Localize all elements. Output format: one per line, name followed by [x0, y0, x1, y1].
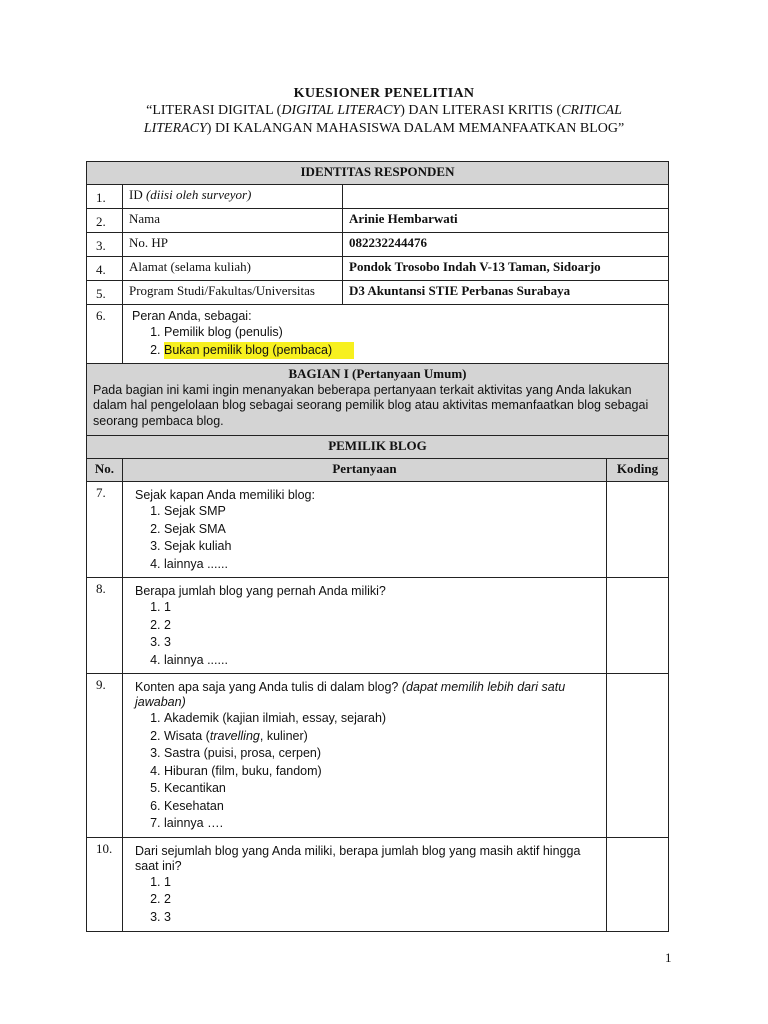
question-options: [129, 599, 600, 669]
peran-cell: [123, 305, 669, 364]
option[interactable]: 4. lainnya ......: [164, 556, 600, 574]
row-number: 5.: [87, 281, 123, 305]
pemilik-header-row: [87, 436, 669, 459]
bagian-row: [87, 364, 669, 436]
question-text: Sejak kapan Anda memiliki blog:: [135, 488, 315, 502]
option[interactable]: 2. 2: [164, 891, 600, 909]
coding-cell[interactable]: [607, 837, 669, 931]
research-title-line-2: LITERACY) DI KALANGAN MAHASISWA DALAM MEMANFAATKAN BLOG”: [143, 121, 625, 136]
question-number: 7.: [87, 482, 123, 578]
peran-options: [129, 324, 662, 359]
identitas-row: [87, 185, 669, 209]
option[interactable]: 2. 2: [164, 617, 600, 635]
identitas-heading: IDENTITAS RESPONDEN: [87, 162, 669, 185]
coding-cell[interactable]: [607, 674, 669, 838]
option[interactable]: 5. Kecantikan: [164, 780, 600, 798]
col-question-header: Pertanyaan: [123, 459, 607, 482]
option[interactable]: 2. Wisata (travelling, kuliner): [164, 728, 600, 746]
row-number: 1.: [87, 185, 123, 209]
coding-cell[interactable]: [607, 482, 669, 578]
peran-row: [87, 305, 669, 364]
col-code-header: Koding: [607, 459, 669, 482]
row-number: 2.: [87, 209, 123, 233]
question-row: [87, 578, 669, 674]
questionnaire-title: KUESIONER PENELITIAN: [293, 86, 475, 101]
question-row: [87, 674, 669, 838]
name-value-field[interactable]: Arinie Hembarwati: [343, 209, 669, 233]
question-options: [129, 503, 600, 573]
page-number: 1: [665, 950, 672, 965]
identitas-row: [87, 209, 669, 233]
row-number: 4.: [87, 257, 123, 281]
row-label: Nama: [123, 209, 343, 233]
option[interactable]: 6. Kesehatan: [164, 798, 600, 816]
option[interactable]: 3. Sastra (puisi, prosa, cerpen): [164, 745, 600, 763]
question-row: [87, 482, 669, 578]
question-number: 10.: [87, 837, 123, 931]
bagian-title: BAGIAN I (Pertanyaan Umum): [288, 366, 467, 381]
row-label: No. HP: [123, 233, 343, 257]
question-text: Dari sejumlah blog yang Anda miliki, berapa jumlah blog yang masih aktif hingga saat ini?: [135, 843, 581, 873]
question-text: Konten apa saja yang Anda tulis di dalam blog? (dapat memilih lebih dari satu jawaban): [135, 680, 566, 709]
question-cell: [123, 578, 607, 674]
question-text: Berapa jumlah blog yang pernah Anda miliki?: [135, 584, 386, 598]
coding-cell[interactable]: [607, 578, 669, 674]
row-number: 3.: [87, 233, 123, 257]
option[interactable]: 1. Akademik (kajian ilmiah, essay, sejarah): [164, 710, 600, 728]
identitas-row: [87, 233, 669, 257]
option[interactable]: 1. 1: [164, 874, 600, 892]
option[interactable]: 7. lainnya ….: [164, 815, 600, 833]
question-options: [129, 874, 600, 927]
identitas-header-row: [87, 162, 669, 185]
question-cell: [123, 674, 607, 838]
id-note: (diisi oleh surveyor): [145, 187, 252, 202]
peran-option-reader-selected[interactable]: 2. Bukan pemilik blog (pembaca): [164, 342, 354, 360]
column-header-row: [87, 459, 669, 482]
option[interactable]: 4. lainnya ......: [164, 652, 600, 670]
bagian-text: Pada bagian ini kami ingin menanyakan beberapa pertanyaan terkait aktivitas yang Anda lakukan dalam hal pengelolaan blog sebagai seorang pemilik blog atau aktivitas memanfaatkan blog sebagai seorang pembaca blog.: [93, 382, 649, 428]
question-note: (dapat memilih lebih dari satu jawaban): [135, 680, 566, 709]
option[interactable]: 3. 3: [164, 909, 600, 927]
id-label: ID: [129, 187, 143, 202]
identitas-row: [87, 281, 669, 305]
question-number: 9.: [87, 674, 123, 838]
option[interactable]: 2. Sejak SMA: [164, 521, 600, 539]
phone-value-field[interactable]: 082232244476: [343, 233, 669, 257]
option[interactable]: 1. 1: [164, 599, 600, 617]
question-number: 8.: [87, 578, 123, 674]
peran-label: Peran Anda, sebagai:: [132, 309, 252, 323]
questionnaire-table: [86, 161, 669, 932]
option[interactable]: 3. Sejak kuliah: [164, 538, 600, 556]
col-no-header: No.: [87, 459, 123, 482]
peran-option-owner[interactable]: 1. Pemilik blog (penulis): [164, 324, 662, 342]
option[interactable]: 1. Sejak SMP: [164, 503, 600, 521]
pemilik-heading: PEMILIK BLOG: [87, 436, 669, 459]
address-value-field[interactable]: Pondok Trosobo Indah V-13 Taman, Sidoarjo: [343, 257, 669, 281]
bagian-intro: [87, 364, 669, 436]
id-value-field[interactable]: [343, 185, 669, 209]
row-label: Alamat (selama kuliah): [123, 257, 343, 281]
row-label: Program Studi/Fakultas/Universitas: [123, 281, 343, 305]
identitas-row: [87, 257, 669, 281]
option[interactable]: 4. Hiburan (film, buku, fandom): [164, 763, 600, 781]
option[interactable]: 3. 3: [164, 634, 600, 652]
program-value-field[interactable]: D3 Akuntansi STIE Perbanas Surabaya: [343, 281, 669, 305]
question-row: [87, 837, 669, 931]
question-options: [129, 710, 600, 833]
row-label: [123, 185, 343, 209]
research-title-line-1: “LITERASI DIGITAL (DIGITAL LITERACY) DAN LITERASI KRITIS (CRITICAL: [146, 103, 622, 118]
question-cell: [123, 482, 607, 578]
question-cell: [123, 837, 607, 931]
row-number: 6.: [87, 305, 123, 364]
